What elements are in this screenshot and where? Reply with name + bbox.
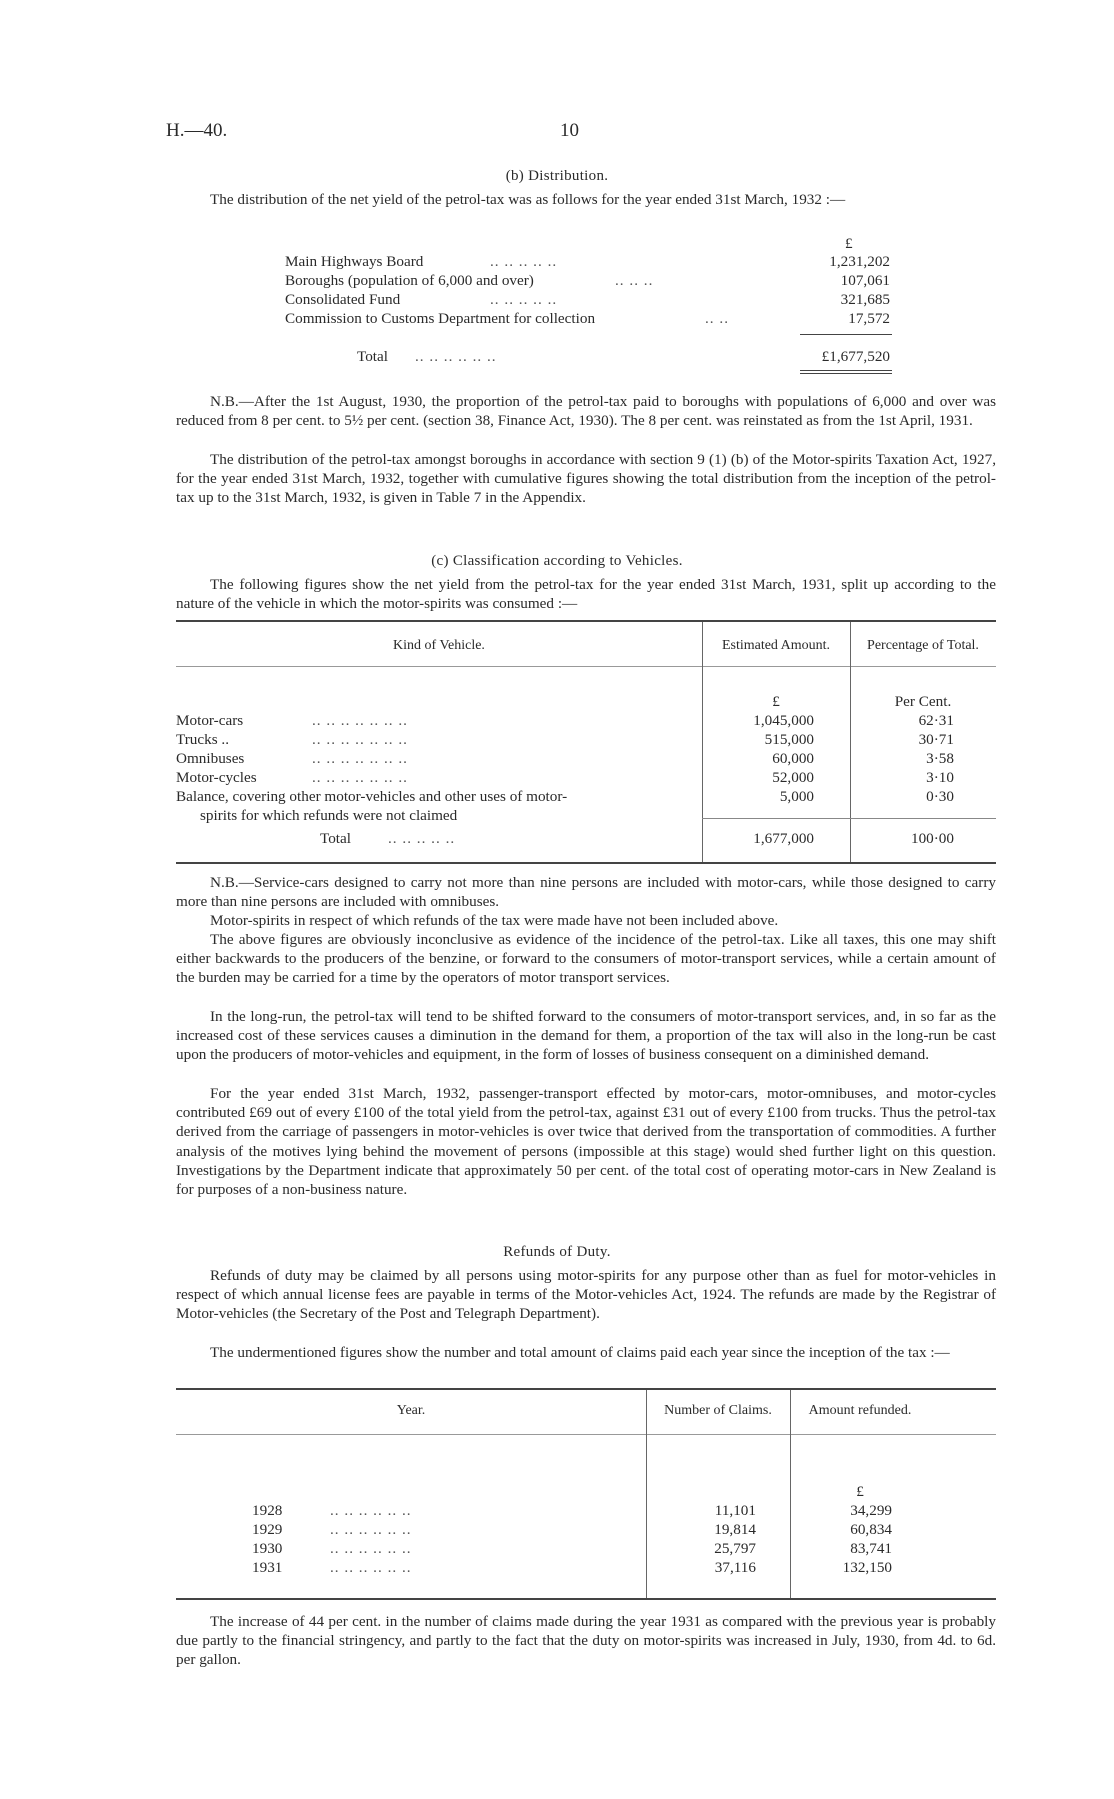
leader-dots: .. .. .. .. .. .. (330, 1521, 412, 1538)
leader-dots: .. .. .. .. .. .. (330, 1502, 412, 1519)
refund-row-claims: 11,101 (714, 1502, 756, 1519)
refund-row-claims: 37,116 (714, 1559, 756, 1576)
vehicle-row-label-continued: spirits for which refunds were not claimed (200, 807, 458, 824)
vehicle-row-amount: 1,045,000 (753, 712, 814, 729)
distribution-row-label: Commission to Customs Department for collection (285, 310, 596, 327)
distribution-row-label: Boroughs (population of 6,000 and over) (285, 272, 534, 289)
column-header-percent: Percentage of Total. (867, 638, 979, 653)
vehicle-row-label: Trucks .. (176, 731, 230, 748)
leader-dots: .. .. .. .. .. .. (330, 1559, 412, 1576)
refund-row-year: 1930 (252, 1540, 283, 1557)
refund-row-amount: 132,150 (842, 1559, 892, 1576)
header-rule (176, 1434, 996, 1435)
refund-row-amount: 34,299 (850, 1502, 892, 1519)
column-header-year: Year. (396, 1403, 426, 1418)
vehicle-row-percent: 0·30 (926, 788, 954, 805)
total-double-rule (800, 373, 892, 374)
distribution-currency: £ (845, 235, 853, 252)
unit-amount: £ (856, 1483, 864, 1500)
subtotal-rule (800, 334, 892, 335)
refund-row-claims: 25,797 (714, 1540, 756, 1557)
vehicle-row-percent: 3·58 (926, 750, 954, 767)
document-code: H.—40. (166, 120, 228, 141)
total-double-rule (800, 370, 892, 371)
distribution-row-label: Consolidated Fund (285, 291, 401, 308)
table-bottom-rule (176, 862, 996, 864)
distribution-total-label: Total (357, 348, 388, 365)
vehicle-total-percent: 100·00 (910, 830, 954, 847)
table-top-rule (176, 1388, 996, 1390)
refund-row-year: 1929 (252, 1521, 283, 1538)
leader-dots: .. .. .. .. .. .. .. (312, 712, 408, 729)
vehicle-row-amount: 515,000 (764, 731, 814, 748)
unit-percent: Per Cent. (894, 693, 952, 710)
vehicle-row-percent: 3·10 (926, 769, 954, 786)
distribution-row-amount: 321,685 (840, 291, 890, 308)
column-header-kind: Kind of Vehicle. (393, 638, 485, 653)
vehicle-row-amount: 52,000 (772, 769, 814, 786)
analysis-incidence-paragraph: The above figures are obviously inconclusive as evidence of the incidence of the petrol-tax. Like all taxes, this one may shift either backwards to the producers of the benzine, or forward to the consumers of motor-transport services, while a certain amount of the burden may be carried for a time by the operators of motor transport services. (176, 931, 996, 987)
distribution-note-nb: N.B.—After the 1st August, 1930, the proportion of the petrol-tax paid to boroughs with populations of 6,000 and over was reduced from 8 per cent. to 5½ per cent. (section 38, Finance Act, 1930). The 8 per cent. was reinstated as from the 1st April, 1931. (176, 393, 996, 430)
refund-row-amount: 83,741 (850, 1540, 892, 1557)
vehicle-row-label: Motor-cars (176, 712, 244, 729)
leader-dots: .. .. .. .. .. .. .. (312, 769, 408, 786)
leader-dots: .. .. .. .. .. .. .. (312, 750, 408, 767)
vehicle-row-label: Motor-cycles (176, 769, 257, 786)
vehicle-row-percent: 30·71 (918, 731, 954, 748)
leader-dots: .. .. (705, 310, 729, 327)
analysis-note-refunds: Motor-spirits in respect of which refunds of the tax were made have not been included above. (210, 912, 779, 929)
analysis-note-service-cars: N.B.—Service-cars designed to carry not more than nine persons are included with motor-cars, while those designed to carry more than nine persons are included with omnibuses. (176, 874, 996, 911)
vehicle-row-amount: 5,000 (779, 788, 814, 805)
section-heading-classification: (c) Classification according to Vehicles. (431, 553, 683, 569)
distribution-note-boroughs: The distribution of the petrol-tax amongst boroughs in accordance with section 9 (1) (b) of the Motor-spirits Taxation Act, 1927, for the year ended 31st March, 1932, together with cumulative figures showing the total distribution from the inception of the petrol-tax up to the 31st March, 1932, is given in Table 7 in the Appendix. (176, 451, 996, 507)
refund-row-year: 1928 (252, 1502, 283, 1519)
refunds-closing-paragraph: The increase of 44 per cent. in the number of claims made during the year 1931 as compared with the previous year is probably due partly to the financial stringency, and partly to the fact that the duty on motor-spirits was increased in July, 1930, from 4d. to 6d. per gallon. (176, 1613, 996, 1669)
section-heading-distribution: (b) Distribution. (505, 168, 609, 184)
section-heading-refunds: Refunds of Duty. (503, 1244, 611, 1260)
total-rule (702, 818, 996, 819)
column-header-amount-refunded: Amount refunded. (808, 1403, 912, 1418)
refund-row-amount: 60,834 (850, 1521, 892, 1538)
leader-dots: .. .. .. .. .. .. (415, 348, 497, 365)
analysis-long-run-paragraph: In the long-run, the petrol-tax will tend to be shifted forward to the consumers of motor-transport services, and, in so far as the increased cost of these services causes a diminution in the demand for them, a proportion of the tax will also in the long-run be cast upon the producers of motor-vehicles and equipment, in the form of losses of business consequent on a diminished demand. (176, 1008, 996, 1064)
distribution-row-label: Main Highways Board (285, 253, 424, 270)
distribution-row-amount: 1,231,202 (829, 253, 890, 270)
leader-dots: .. .. .. .. .. (490, 253, 558, 270)
leader-dots: .. .. .. (615, 272, 654, 289)
unit-amount: £ (772, 693, 780, 710)
table-top-rule (176, 620, 996, 622)
vehicle-total-amount: 1,677,000 (753, 830, 814, 847)
leader-dots: .. .. .. .. .. .. (330, 1540, 412, 1557)
leader-dots: .. .. .. .. .. (490, 291, 558, 308)
table-bottom-rule (176, 1598, 996, 1600)
vehicle-row-percent: 62·31 (918, 712, 954, 729)
leader-dots: .. .. .. .. .. .. .. (312, 731, 408, 748)
vehicle-row-amount: 60,000 (772, 750, 814, 767)
vehicle-row-label: Balance, covering other motor-vehicles and other uses of motor- (176, 788, 568, 805)
column-header-amount: Estimated Amount. (721, 638, 831, 653)
refunds-figures-intro: The undermentioned figures show the number and total amount of claims paid each year since the inception of the tax :— (210, 1344, 950, 1361)
distribution-row-amount: 107,061 (840, 272, 890, 289)
refunds-intro-paragraph: Refunds of duty may be claimed by all persons using motor-spirits for any purpose other than as fuel for motor-vehicles in respect of which annual license fees are payable in terms of the Motor-vehicles Act, 1924. The refunds are made by the Registrar of Motor-vehicles (the Secretary of the Post and Telegraph Department). (176, 1267, 996, 1323)
distribution-intro: The distribution of the net yield of the petrol-tax was as follows for the year ended 31st March, 1932 :— (210, 191, 846, 208)
classification-intro: The following figures show the net yield from the petrol-tax for the year ended 31st March, 1931, split up according to the nature of the vehicle in which the motor-spirits was consumed :— (176, 576, 996, 613)
vehicle-total-label: Total (320, 830, 351, 847)
analysis-passenger-paragraph: For the year ended 31st March, 1932, passenger-transport effected by motor-cars, motor-omnibuses, and motor-cycles contributed £69 out of every £100 of the total yield from the petrol-tax, against £31 out of every £100 from trucks. Thus the petrol-tax derived from the carriage of passengers in motor-vehicles is over twice that derived from the transportation of commodities. A further analysis of the motives lying behind the movement of persons (impossible at this stage) would shed further light on this question. Investigations by the Department indicate that approximately 50 per cent. of the total cost of operating motor-cars in New Zealand is for purposes of a non-business nature. (176, 1085, 996, 1199)
refund-row-claims: 19,814 (714, 1521, 756, 1538)
distribution-total-amount: £1,677,520 (821, 348, 890, 365)
page-number: 10 (560, 120, 579, 141)
leader-dots: .. .. .. .. .. (388, 830, 456, 847)
refund-row-year: 1931 (252, 1559, 283, 1576)
header-rule (176, 666, 996, 667)
column-header-claims: Number of Claims. (664, 1403, 772, 1418)
vehicle-row-label: Omnibuses (176, 750, 245, 767)
distribution-row-amount: 17,572 (848, 310, 890, 327)
